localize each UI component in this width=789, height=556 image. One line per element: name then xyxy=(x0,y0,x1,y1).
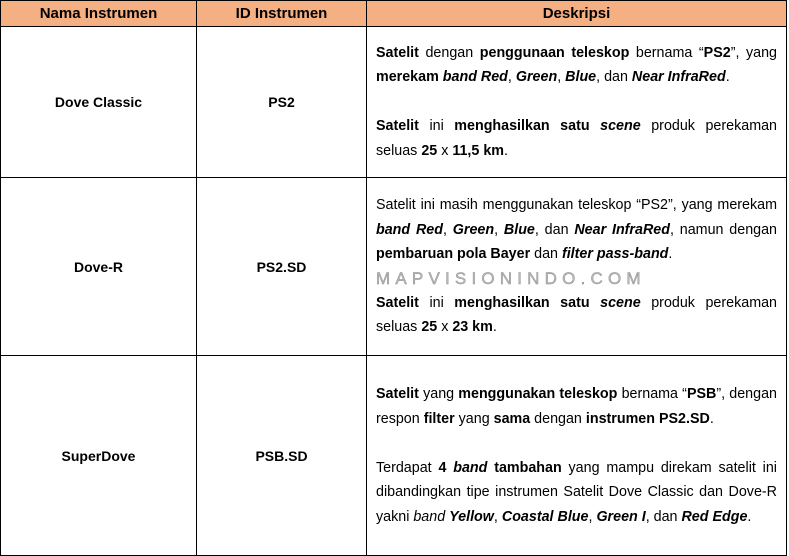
text-run xyxy=(590,118,601,134)
text-run: bernama “ xyxy=(617,386,687,402)
description-paragraph xyxy=(376,456,777,530)
text-run: instrumen PS2.SD xyxy=(585,410,710,427)
text-run: produk perekaman seluas xyxy=(376,118,778,159)
text-run: Red Edge xyxy=(681,508,748,525)
description-paragraph xyxy=(376,114,777,163)
text-run: Green I xyxy=(596,508,646,525)
instrument-name: Dove-R xyxy=(1,178,197,356)
text-run: yang mampu direkam satelit ini dibandingkan tipe instrumen Satelit Dove Classic dan Dove-R yakni xyxy=(376,459,777,525)
text-run: scene xyxy=(600,294,641,311)
text-run: ”, yang xyxy=(730,44,777,61)
text-run: 23 km xyxy=(452,319,493,336)
text-run: PSB xyxy=(686,386,717,402)
instrument-description xyxy=(367,356,787,556)
text-run: Satelit xyxy=(376,294,419,311)
text-run: Satelit ini masih menggunakan teleskop “PS2”, yang merekam xyxy=(376,197,777,214)
instrument-name: SuperDove xyxy=(1,356,197,556)
text-run: yang xyxy=(418,386,459,402)
text-run: . xyxy=(725,69,730,86)
text-run: Yellow xyxy=(449,508,494,525)
description-paragraph xyxy=(376,41,777,90)
header-id: ID Instrumen xyxy=(197,1,367,27)
instrument-description xyxy=(367,27,787,178)
text-run: Satelit xyxy=(376,386,419,402)
text-run: x xyxy=(437,142,453,159)
text-run: bernama “ xyxy=(629,44,704,61)
header-description: Deskripsi xyxy=(367,1,787,27)
text-run: band xyxy=(453,459,488,476)
text-run: band xyxy=(413,508,446,525)
text-run: . xyxy=(504,142,508,159)
text-run: produk perekaman seluas xyxy=(376,294,778,336)
text-run: Terdapat xyxy=(376,459,439,476)
text-run: Near InfraRed xyxy=(574,221,670,238)
text-run: Coastal Blue xyxy=(501,508,589,525)
text-run xyxy=(590,295,601,311)
text-run: , xyxy=(442,221,453,238)
text-run: PS2 xyxy=(703,44,731,61)
text-run: yang xyxy=(454,410,494,427)
text-run: tambahan xyxy=(494,459,562,476)
text-run: Satelit xyxy=(376,118,419,135)
text-run: . xyxy=(747,508,752,525)
description-paragraph xyxy=(376,382,777,431)
instrument-id: PS2.SD xyxy=(197,178,367,356)
text-run: Green xyxy=(452,221,495,238)
text-run: x xyxy=(437,319,453,336)
text-run: merekam xyxy=(376,69,439,86)
text-run: filter xyxy=(423,410,455,427)
text-run: Near InfraRed xyxy=(631,69,726,86)
text-run: , dan xyxy=(645,508,682,525)
table-row xyxy=(1,27,787,178)
text-run: 4 xyxy=(438,459,447,476)
text-run: , xyxy=(507,69,516,86)
instrument-description xyxy=(367,178,787,356)
text-run: . xyxy=(709,410,714,427)
text-run: ”, dengan respon xyxy=(376,386,777,427)
text-run: band Red xyxy=(376,221,443,238)
text-run: menghasilkan satu xyxy=(454,118,590,135)
text-run: 11,5 km xyxy=(452,142,504,159)
table-row xyxy=(1,356,787,556)
text-run: Blue xyxy=(503,221,535,238)
header-row xyxy=(1,1,787,27)
text-run: Blue xyxy=(565,69,597,86)
text-run: 25 xyxy=(421,142,438,159)
text-run: dengan xyxy=(418,44,480,61)
instrument-id: PS2 xyxy=(197,27,367,178)
text-run: band Red xyxy=(442,69,508,86)
text-run: dan xyxy=(530,246,562,263)
text-run: dengan xyxy=(530,410,586,427)
header-name: Nama Instrumen xyxy=(1,1,197,27)
text-run: menggunakan teleskop xyxy=(458,386,618,402)
instrument-id: PSB.SD xyxy=(197,356,367,556)
text-run: , xyxy=(494,221,504,238)
instrument-name: Dove Classic xyxy=(1,27,197,178)
text-run: pembaruan pola Bayer xyxy=(376,246,531,263)
text-run: 25 xyxy=(421,319,438,336)
text-run: , dan xyxy=(596,69,632,86)
watermark-text: MAPVISIONINDO.COM xyxy=(376,268,646,288)
description-paragraph xyxy=(376,291,777,340)
text-run: . xyxy=(492,319,497,336)
text-run: . xyxy=(668,246,673,263)
text-run: scene xyxy=(600,118,641,135)
text-run: ini xyxy=(418,118,455,135)
text-run: ini xyxy=(418,294,455,311)
table-row xyxy=(1,178,787,356)
text-run: , xyxy=(493,508,502,525)
text-run: filter pass-band xyxy=(561,246,669,263)
text-run: menghasilkan satu xyxy=(454,294,590,311)
text-run: , dan xyxy=(534,221,575,238)
text-run: sama xyxy=(493,410,531,427)
text-run: Satelit xyxy=(376,44,419,61)
description-paragraph xyxy=(376,193,777,267)
text-run: , xyxy=(588,508,597,525)
text-run: Green xyxy=(515,69,558,86)
text-run: , namun dengan xyxy=(669,221,777,238)
text-run: , xyxy=(557,69,566,86)
text-run: penggunaan teleskop xyxy=(479,44,630,61)
